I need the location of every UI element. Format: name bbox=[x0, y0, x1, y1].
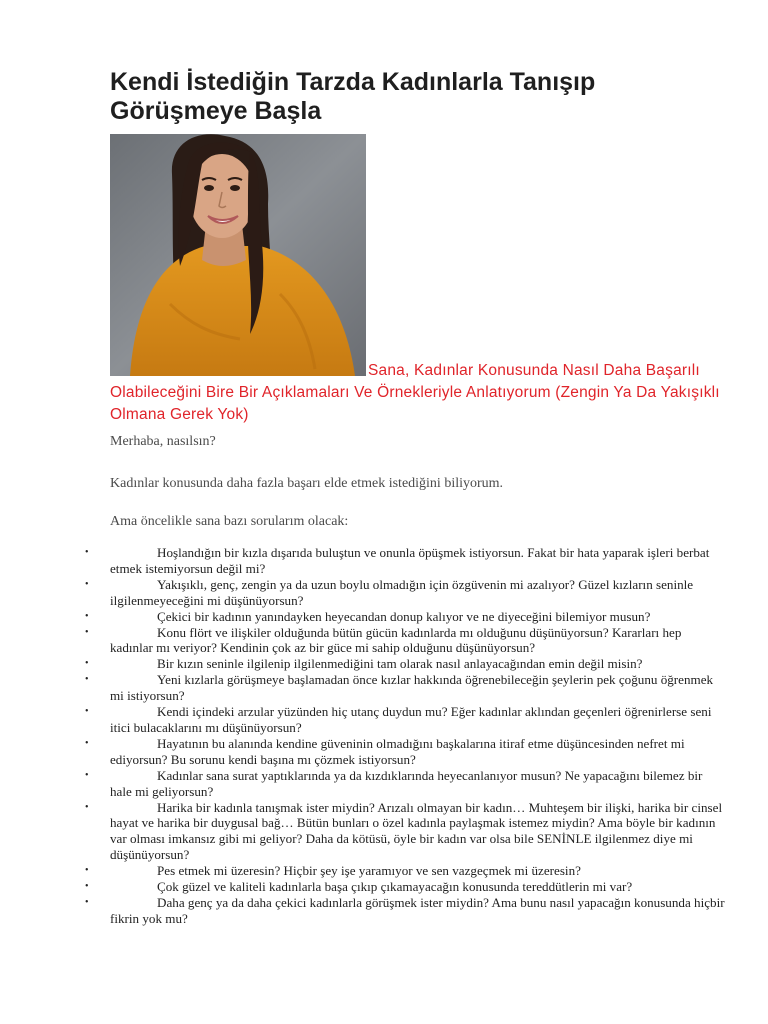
article-title: Kendi İstediğin Tarzda Kadınlarla Tanışıp Görüşmeye Başla bbox=[110, 68, 596, 125]
bullet-icon: • bbox=[85, 737, 89, 749]
woman-portrait-photo bbox=[110, 134, 366, 376]
question-text: Kendi içindeki arzular yüzünden hiç utanç duydun mu? Eğer kadınlar aklından geçenleri öğrenirlerse seni itici bulacaklarını mı düşünüyorsun? bbox=[110, 704, 712, 735]
bullet-icon: • bbox=[85, 547, 89, 558]
question-item bbox=[85, 736, 725, 768]
question-item bbox=[85, 545, 725, 577]
question-text: Çekici bir kadının yanındayken heyecandan donup kalıyor ve ne diyeceğini bilemiyor musun? bbox=[157, 608, 651, 624]
question-text: Pes etmek mi üzeresin? Hiçbir şey işe yaramıyor ve sen vazgeçmek mi üzeresin? bbox=[157, 863, 581, 879]
bullet-icon: • bbox=[85, 578, 89, 590]
question-text: Harika bir kadınla tanışmak ister miydin? Arızalı olmayan bir kadın… Muhteşem bir ilişki, harika bir cinsel hayat ve harika bir duygusal bağ… Bütün bunları o özel kadınla paylaşmak istemez miydin? Ama böyle bir kadının var olması imkansız gibi mi geliyor? Daha da kötüsü, öyle bir kadın var olsa bile SENİNLE ilgilenmez diye mi düşünüyorsun? bbox=[110, 799, 723, 863]
questions-intro-text: Ama öncelikle sana bazı sorularım olacak: bbox=[110, 514, 349, 529]
bullet-icon: • bbox=[85, 896, 89, 908]
questions-list bbox=[85, 545, 725, 927]
question-item bbox=[85, 656, 725, 672]
question-item bbox=[85, 672, 725, 704]
bullet-icon: • bbox=[85, 865, 89, 877]
question-item bbox=[85, 704, 725, 736]
intro-text: Kadınlar konusunda daha fazla başarı elde etmek istediğini biliyorum. bbox=[110, 476, 504, 491]
question-item bbox=[85, 625, 725, 657]
bullet-icon: • bbox=[85, 626, 89, 638]
question-text: Yeni kızlarla görüşmeye başlamadan önce kızlar hakkında öğrenebileceğin şeylerin pek çoğunu öğrenmek mi istiyorsun? bbox=[110, 672, 714, 704]
bullet-icon: • bbox=[85, 881, 89, 893]
bullet-icon: • bbox=[85, 769, 89, 781]
greeting-text: Merhaba, nasılsın? bbox=[110, 434, 216, 449]
question-text: Hayatının bu alanında kendine güveninin olmadığını başkalarına itiraf etme düşüncesinden nefret mi ediyorsun? Bu sorunu kendi başına mı çözmek istiyorsun? bbox=[110, 735, 685, 767]
question-text: Yakışıklı, genç, zengin ya da uzun boylu olmadığın için özgüvenin mi azalıyor? Güzel kızların seninle ilgilenmeyeceğini mi düşünüyorsun? bbox=[110, 576, 694, 608]
bullet-icon: • bbox=[85, 658, 89, 670]
question-text: Çok güzel ve kaliteli kadınlarla başa çıkıp çıkamayacağın konusunda tereddütlerin mi var? bbox=[157, 879, 633, 895]
question-text: Konu flört ve ilişkiler olduğunda bütün gücün kadınlarda mı olduğunu düşünüyorsun? Kararları hep kadınlar mı veriyor? Kendinin çok az bir güce mi sahip olduğunu düşünüyorsun? bbox=[110, 624, 682, 656]
article-subtitle: Sana, Kadınlar Konusunda Nasıl Daha Başarılı Olabileceğini Bire Bir Açıklamaları Ve Örnekleriyle Anlatıyorum (Zengin Ya Da Yakışıklı Olmana Gerek Yok) bbox=[110, 362, 720, 423]
question-text: Bir kızın seninle ilgilenip ilgilenmediğini tam olarak nasıl anlayacağından emin değil misin? bbox=[157, 656, 643, 672]
question-item bbox=[85, 609, 725, 625]
question-text: Hoşlandığın bir kızla dışarıda buluştun ve onunla öpüşmek istiyorsun. Fakat bir hata yaparak işleri berbat etmek istemiyorsun değil mi? bbox=[110, 545, 710, 576]
bullet-icon: • bbox=[85, 801, 89, 813]
question-item bbox=[85, 863, 725, 879]
question-item bbox=[85, 879, 725, 895]
question-text: Kadınlar sana surat yaptıklarında ya da kızdıklarında heyecanlanıyor musun? Ne yapacağını bilemez bir hale mi geliyorsun? bbox=[110, 767, 703, 799]
question-item bbox=[85, 800, 725, 864]
question-item bbox=[85, 768, 725, 800]
question-text: Daha genç ya da daha çekici kadınlarla görüşmek ister miydin? Ama bunu nasıl yapacağın konusunda hiçbir fikrin yok mu? bbox=[110, 894, 725, 926]
bullet-icon: • bbox=[85, 706, 89, 718]
bullet-icon: • bbox=[85, 674, 89, 686]
question-item bbox=[85, 895, 725, 927]
bullet-icon: • bbox=[85, 610, 89, 622]
question-item bbox=[85, 577, 725, 609]
